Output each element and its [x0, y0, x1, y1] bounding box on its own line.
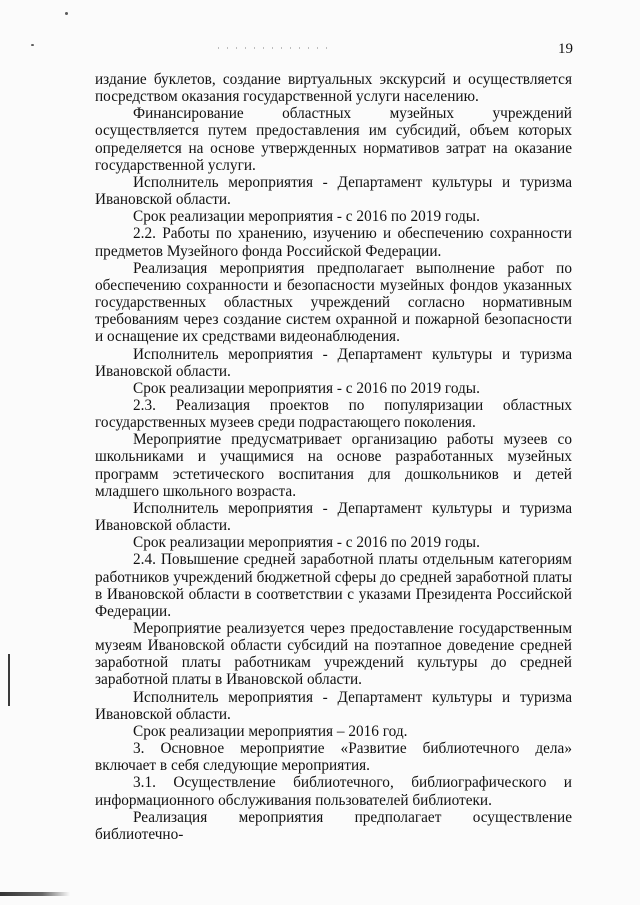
- paragraph: 3. Основное мероприятие «Развитие библиотечного дела» включает в себя следующие мероприятия.: [95, 740, 572, 775]
- scan-speck: [31, 44, 34, 46]
- paragraph: Срок реализации мероприятия – 2016 год.: [133, 722, 408, 740]
- paragraph: Срок реализации мероприятия - с 2016 по 2019 годы.: [133, 534, 480, 552]
- paragraph: Исполнитель мероприятия - Департамент культуры и туризма Ивановской области.: [95, 499, 572, 535]
- paragraph: 2.2. Работы по хранению, изучению и обеспечению сохранности предметов Музейного фонда Российской Федерации.: [95, 225, 572, 260]
- paragraph: Исполнитель мероприятия - Департамент культуры и туризма Ивановской области.: [95, 173, 572, 209]
- scan-noise: [218, 47, 328, 49]
- scan-speck: [65, 12, 68, 15]
- scan-margin-mark: [8, 654, 10, 706]
- paragraph: 2.3. Реализация проектов по популяризации областных государственных музеев среди подрастающего поколения.: [95, 396, 572, 432]
- paragraph: Реализация мероприятия предполагает осуществление библиотечно-: [95, 808, 572, 843]
- paragraph: Исполнитель мероприятия - Департамент культуры и туризма Ивановской области.: [95, 688, 572, 723]
- paragraph: Мероприятие предусматривает организацию работы музеев со школьниками и учащимися на основе разработанных музейных программ эстетического воспитания для дошкольников и детей младшего школьного возраста.: [95, 431, 572, 500]
- paragraph: Реализация мероприятия предполагает выполнение работ по обеспечению сохранности и безопасности музейных фондов указанных государственных областных учреждений согласно нормативным требованиям через создание систем охранной и пожарной безопасности и оснащение их средствами видеонаблюдения.: [95, 259, 572, 346]
- paragraph: 3.1. Осуществление библиотечного, библиографического и информационного обслуживания пользователей библиотеки.: [95, 774, 572, 809]
- paragraph: издание буклетов, создание виртуальных экскурсий и осуществляется посредством оказания государственной услуги населению.: [95, 71, 572, 106]
- paragraph: Срок реализации мероприятия - с 2016 по 2019 годы.: [133, 208, 480, 226]
- paragraph: Срок реализации мероприятия - с 2016 по 2019 годы.: [133, 379, 480, 397]
- paragraph: Исполнитель мероприятия - Департамент культуры и туризма Ивановской области.: [95, 345, 572, 380]
- scan-smudge: [0, 892, 70, 896]
- page-number: 19: [558, 41, 573, 57]
- paragraph: Мероприятие реализуется через предоставление государственным музеям Ивановской области субсидий на поэтапное доведение средней заработной платы работникам учреждений культуры до средней заработной платы в Ивановской области.: [95, 620, 572, 689]
- body-text: [95, 71, 572, 843]
- paragraph: Финансирование областных музейных учреждений осуществляется путем предоставления им субсидий, объем которых определяется на основе утвержденных нормативов затрат на оказание государственной услуги.: [95, 105, 572, 174]
- paragraph: 2.4. Повышение средней заработной платы отдельным категориям работников учреждений бюджетной сферы до средней заработной платы в Ивановской области в соответствии с указами Президента Российской Федерации.: [95, 551, 572, 620]
